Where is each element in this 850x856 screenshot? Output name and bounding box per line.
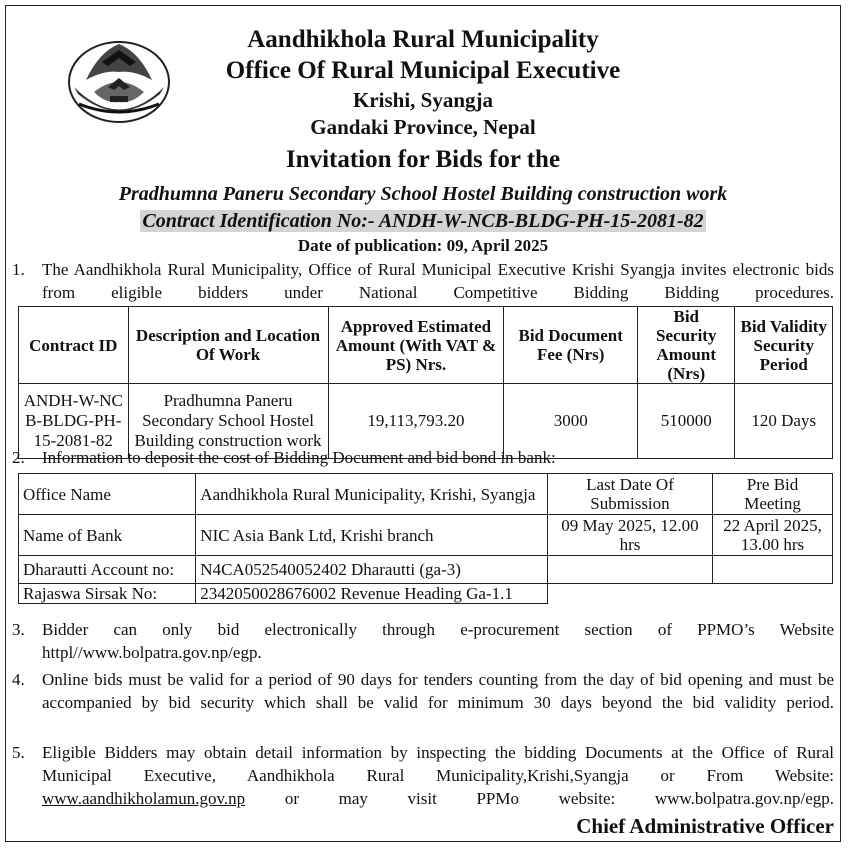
publication-date: Date of publication: 09, April 2025 bbox=[297, 236, 549, 255]
paragraph-number: 4. bbox=[12, 670, 25, 689]
table-header-row bbox=[19, 307, 833, 384]
bank-value: NIC Asia Bank Ltd, Krishi branch bbox=[196, 515, 548, 556]
paragraph-text-before: Eligible Bidders may obtain detail information by inspecting the bidding Documents at the Office of Rural Municipal Executive, Aandhikhola Rural Municipality,Krishi,Syangja or From Website: bbox=[42, 743, 834, 785]
office-value: Aandhikhola Rural Municipality, Krishi, Syangja bbox=[196, 474, 548, 515]
account-label: Dharautti Account no: bbox=[19, 556, 196, 584]
paragraph-text: The Aandhikhola Rural Municipality, Office of Rural Municipal Executive Krishi Syangja invites electronic bids from eligible bidders under National Competitive Bidding Bidding procedures. bbox=[42, 260, 834, 302]
paragraph-number: 1. bbox=[12, 260, 25, 279]
column-header: Bid Security Amount (Nrs) bbox=[638, 307, 735, 384]
column-header: Contract ID bbox=[19, 307, 129, 384]
paragraph-text: Bidder can only bid electronically through e-procurement section of PPMO’s Website httpl//www.bolpatra.gov.np/egp. bbox=[42, 620, 834, 662]
column-header: Description and Location Of Work bbox=[128, 307, 328, 384]
last-date-label: Last Date Of Submission bbox=[547, 474, 712, 515]
column-header: Bid Document Fee (Nrs) bbox=[504, 307, 638, 384]
province: Gandaki Province, Nepal bbox=[310, 115, 536, 139]
column-header: Approved Estimated Amount (With VAT & PS) Nrs. bbox=[328, 307, 504, 384]
empty-cell bbox=[547, 556, 712, 584]
paragraph-2 bbox=[12, 446, 834, 469]
paragraph-4 bbox=[12, 668, 834, 737]
municipality-name: Aandhikhola Rural Municipality bbox=[247, 26, 599, 53]
table-row bbox=[19, 556, 833, 584]
paragraph-3 bbox=[12, 618, 834, 664]
table-cell: 120 Days bbox=[735, 384, 833, 459]
paragraph-1 bbox=[12, 258, 834, 304]
signature-title: Chief Administrative Officer bbox=[576, 814, 834, 838]
table-row bbox=[19, 474, 833, 515]
bank-table bbox=[18, 473, 833, 604]
table-cell: 3000 bbox=[504, 384, 638, 459]
paragraph-5 bbox=[12, 741, 834, 810]
notice-title: Invitation for Bids for the bbox=[285, 146, 561, 173]
paragraph-text: Information to deposit the cost of Bidding Document and bid bond in bank: bbox=[42, 448, 556, 467]
account-value: N4CA052540052402 Dharautti (ga-3) bbox=[196, 556, 548, 584]
paragraph-number: 3. bbox=[12, 620, 25, 639]
project-name: Pradhumna Paneru Secondary School Hostel Building construction work bbox=[118, 183, 728, 205]
paragraph-text: Online bids must be valid for a period of 90 days for tenders counting from the day of bid opening and must be accompanied by bid security which shall be valid for minimum 30 days beyond the bid validity period. bbox=[42, 670, 834, 712]
table-cell: Pradhumna Paneru Secondary School Hostel Building construction work bbox=[128, 384, 328, 459]
table-cell: 19,113,793.20 bbox=[328, 384, 504, 459]
contract-id-line bbox=[6, 210, 840, 233]
rajaswa-label: Rajaswa Sirsak No: bbox=[19, 584, 196, 604]
table-row bbox=[19, 584, 833, 604]
paragraph-number: 5. bbox=[12, 743, 25, 762]
office-name: Office Of Rural Municipal Executive bbox=[225, 57, 621, 84]
paragraph-text-after: or may visit PPMo website: www.bolpatra.gov.np/egp. bbox=[245, 789, 834, 808]
rajaswa-value: 2342050028676002 Revenue Heading Ga-1.1 bbox=[196, 584, 548, 604]
municipality-website-link[interactable]: www.aandhikholamun.gov.np bbox=[42, 789, 246, 808]
office-label: Office Name bbox=[19, 474, 196, 515]
notice-page bbox=[5, 5, 841, 842]
empty-cell bbox=[713, 556, 833, 584]
table-row bbox=[19, 515, 833, 556]
pre-bid-label: Pre Bid Meeting bbox=[713, 474, 833, 515]
column-header: Bid Validity Security Period bbox=[735, 307, 833, 384]
bid-table bbox=[18, 306, 833, 459]
table-cell: ANDH-W-NCB-BLDG-PH-15-2081-82 bbox=[19, 384, 129, 459]
table-cell: 510000 bbox=[638, 384, 735, 459]
bank-label: Name of Bank bbox=[19, 515, 196, 556]
contract-id-text: Contract Identification No:- ANDH-W-NCB-BLDG-PH-15-2081-82 bbox=[142, 210, 704, 232]
last-date-value: 09 May 2025, 12.00 hrs bbox=[547, 515, 712, 556]
paragraph-number: 2. bbox=[12, 448, 25, 467]
pre-bid-value: 22 April 2025, 13.00 hrs bbox=[713, 515, 833, 556]
office-location: Krishi, Syangja bbox=[352, 88, 494, 112]
